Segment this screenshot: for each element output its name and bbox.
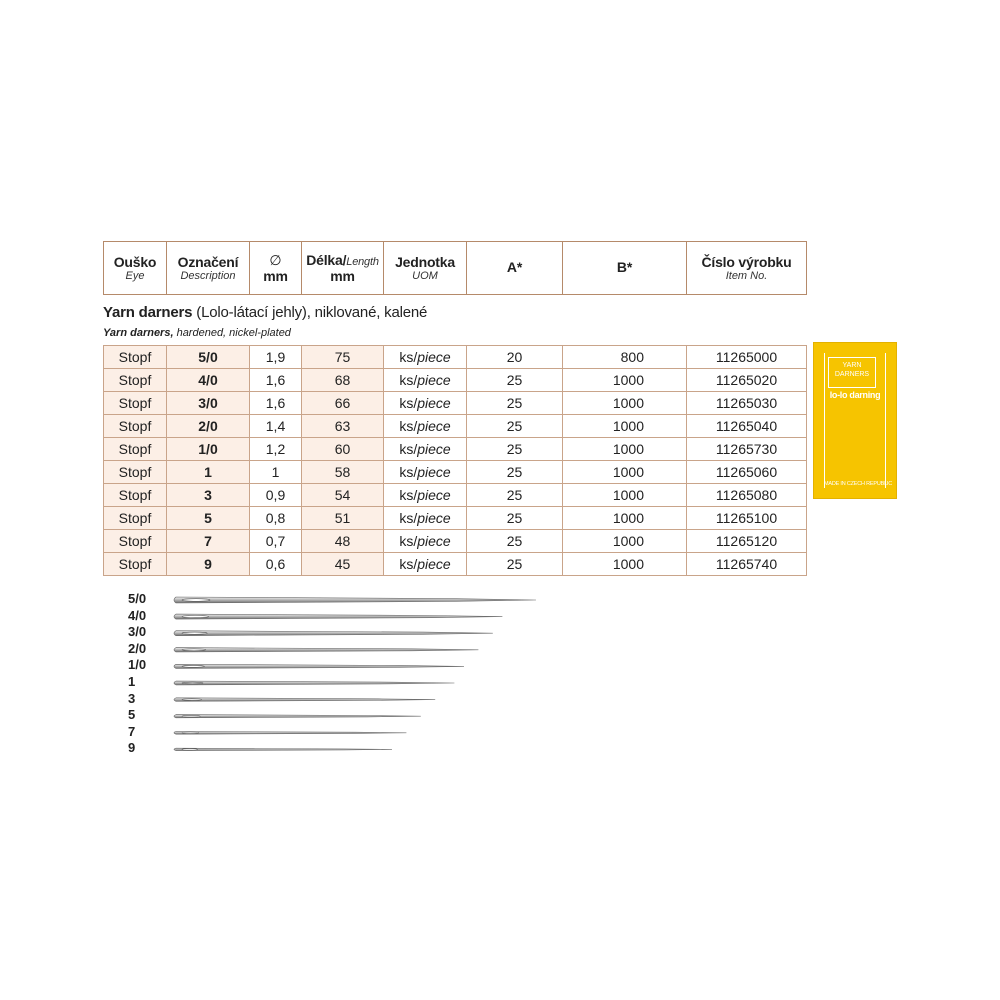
uom-piece: piece [417,349,451,365]
cell-b: 1000 [563,392,687,415]
cell-length: 45 [302,553,384,576]
cell-uom [384,484,467,507]
cell-a: 20 [467,346,563,369]
header-length-main [302,252,383,269]
cell-diameter: 1,2 [250,438,302,461]
cell-diameter: 0,6 [250,553,302,576]
needle-icon [174,715,421,718]
package-image [814,343,896,498]
uom-unit: ks/ [399,441,418,457]
cell-length: 51 [302,507,384,530]
table-row [104,530,807,553]
cell-item-no: 11265060 [687,461,807,484]
cell-b: 1000 [563,415,687,438]
uom-piece: piece [417,556,451,572]
header-b [563,242,687,295]
cell-uom [384,392,467,415]
cell-diameter: 0,8 [250,507,302,530]
needle-icon [174,698,435,702]
cell-length: 58 [302,461,384,484]
header-diameter [250,242,302,295]
cell-description: 1 [167,461,250,484]
cell-eye: Stopf [104,415,167,438]
cell-length: 68 [302,369,384,392]
header-table [103,241,807,295]
needles-illustration [170,590,550,760]
cell-b: 1000 [563,369,687,392]
cell-diameter: 0,7 [250,530,302,553]
cell-description: 1/0 [167,438,250,461]
cell-b: 1000 [563,507,687,530]
cell-uom [384,553,467,576]
uom-unit: ks/ [399,395,418,411]
cell-a: 25 [467,530,563,553]
cell-description: 5/0 [167,346,250,369]
uom-piece: piece [417,418,451,434]
header-description-sub: Description [180,269,236,282]
cell-item-no: 11265020 [687,369,807,392]
cell-eye: Stopf [104,553,167,576]
cell-item-no: 11265040 [687,415,807,438]
cell-description: 3 [167,484,250,507]
table-row [104,507,807,530]
cell-length: 75 [302,346,384,369]
cell-item-no: 11265030 [687,392,807,415]
table-row [104,461,807,484]
header-uom-main: Jednotka [395,253,455,270]
needle-size-label: 3 [128,690,136,706]
cell-description: 4/0 [167,369,250,392]
cell-uom [384,530,467,553]
cell-a: 25 [467,461,563,484]
cell-a: 25 [467,507,563,530]
package-made-in: MADE IN CZECH REPUBLIC [824,481,893,487]
cell-b: 1000 [563,484,687,507]
uom-piece: piece [417,533,451,549]
cell-length: 66 [302,392,384,415]
header-description-main: Označení [177,253,239,270]
needle-icon [174,597,536,603]
uom-piece: piece [417,372,451,388]
section-subtitle [103,327,291,339]
cell-a: 25 [467,369,563,392]
cell-eye: Stopf [104,530,167,553]
cell-uom [384,346,467,369]
cell-uom [384,369,467,392]
table-row [104,415,807,438]
cell-a: 25 [467,415,563,438]
table-row [104,438,807,461]
cell-diameter: 1,4 [250,415,302,438]
header-length [302,242,384,295]
cell-description: 3/0 [167,392,250,415]
uom-unit: ks/ [399,349,418,365]
section-sub-rest: hardened, nickel-plated [173,327,291,339]
cell-uom [384,461,467,484]
cell-b: 1000 [563,530,687,553]
table-row [104,484,807,507]
needle-size-label: 1 [128,674,136,689]
section-sub-bold: Yarn darners, [103,327,174,339]
cell-b: 800 [563,346,687,369]
cell-diameter: 1,6 [250,392,302,415]
uom-piece: piece [417,395,451,411]
uom-unit: ks/ [399,533,418,549]
cell-eye: Stopf [104,369,167,392]
package-label-line2: DARNERS [834,371,870,378]
header-length-unit: mm [330,268,355,285]
needle-icon [174,681,454,685]
header-item-sub: Item No. [725,269,768,282]
cell-item-no: 11265740 [687,553,807,576]
cell-b: 1000 [563,553,687,576]
cell-a: 25 [467,484,563,507]
table-row [104,553,807,576]
cell-a: 25 [467,553,563,576]
package-label-line1: YARN [842,362,862,369]
cell-eye: Stopf [104,484,167,507]
cell-diameter: 1,6 [250,369,302,392]
cell-diameter: 0,9 [250,484,302,507]
cell-eye: Stopf [104,461,167,484]
needle-icon [174,614,502,619]
section-title-rest: (Lolo-látací jehly), niklované, kalené [192,304,428,321]
header-b-label: B* [616,258,633,275]
header-description [167,242,250,295]
needle-size-label: 7 [128,723,136,739]
cell-item-no: 11265120 [687,530,807,553]
needle-size-label: 5 [128,707,136,723]
uom-piece: piece [417,510,451,526]
uom-unit: ks/ [399,487,418,503]
cell-diameter: 1,9 [250,346,302,369]
needle-size-label: 5/0 [128,591,147,606]
header-length-sub: Length [346,255,379,268]
cell-uom [384,507,467,530]
uom-piece: piece [417,441,451,457]
header-a [467,242,563,295]
cell-eye: Stopf [104,438,167,461]
cell-eye: Stopf [104,392,167,415]
header-eye-main: Ouško [113,253,157,270]
needle-size-label: 1/0 [128,657,147,673]
table-row [104,369,807,392]
uom-unit: ks/ [399,464,418,480]
needle-size-label: 3/0 [128,624,147,640]
diameter-icon: ∅ [269,251,282,268]
cell-eye: Stopf [104,346,167,369]
cell-uom [384,438,467,461]
uom-piece: piece [417,464,451,480]
cell-description: 7 [167,530,250,553]
header-uom [384,242,467,295]
section-title [103,304,427,321]
cell-length: 48 [302,530,384,553]
needle-icon [174,748,392,750]
needle-size-label: 9 [128,740,136,756]
cell-length: 54 [302,484,384,507]
cell-eye: Stopf [104,507,167,530]
needle-icon [174,648,478,652]
cell-uom [384,415,467,438]
needle-size-label: 4/0 [128,607,147,623]
cell-length: 63 [302,415,384,438]
cell-item-no: 11265000 [687,346,807,369]
product-table [103,345,807,576]
header-eye [104,242,167,295]
needle-icon [174,664,464,668]
section-title-bold: Yarn darners [103,304,193,321]
header-item [687,242,807,295]
needle-size-label: 2/0 [128,640,147,656]
cell-b: 1000 [563,461,687,484]
header-item-main: Číslo výrobku [701,253,792,270]
cell-item-no: 11265080 [687,484,807,507]
cell-a: 25 [467,392,563,415]
cell-item-no: 11265100 [687,507,807,530]
cell-a: 25 [467,438,563,461]
cell-diameter: 1 [250,461,302,484]
uom-unit: ks/ [399,556,418,572]
package-brand: lo-lo darning [829,390,881,400]
table-row [104,392,807,415]
header-uom-sub: UOM [412,269,438,282]
uom-unit: ks/ [399,418,418,434]
needle-icon [174,631,493,636]
cell-description: 5 [167,507,250,530]
header-length-label: Délka/ [306,251,347,268]
package-label [828,357,876,388]
cell-description: 2/0 [167,415,250,438]
header-a-label: A* [506,258,523,275]
uom-unit: ks/ [399,510,418,526]
header-diameter-unit: mm [263,268,288,284]
cell-b: 1000 [563,438,687,461]
needle-icon [174,731,406,734]
cell-description: 9 [167,553,250,576]
header-eye-sub: Eye [125,269,145,282]
cell-length: 60 [302,438,384,461]
uom-unit: ks/ [399,372,418,388]
cell-item-no: 11265730 [687,438,807,461]
table-row [104,346,807,369]
uom-piece: piece [417,487,451,503]
